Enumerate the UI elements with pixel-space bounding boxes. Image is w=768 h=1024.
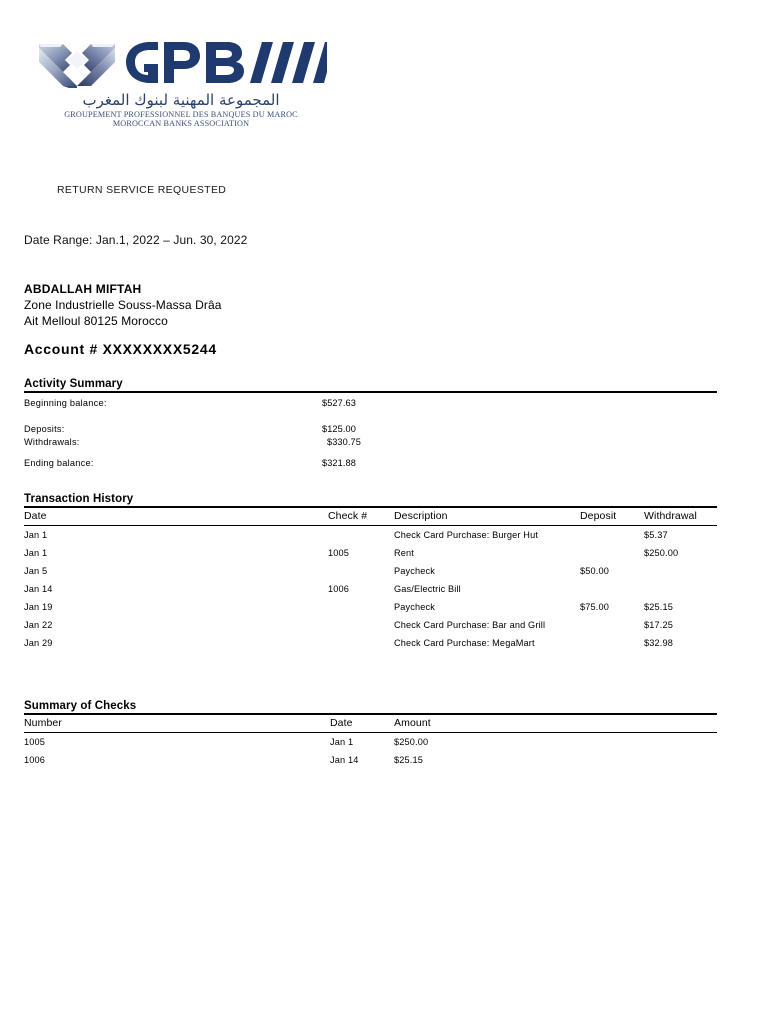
cell-date: Jan 1 <box>24 530 48 540</box>
bank-logo <box>38 38 338 128</box>
cell-withdrawal: $17.25 <box>644 620 674 630</box>
summary-of-checks-table <box>24 715 717 769</box>
cell-check-number: 1006 <box>24 755 46 765</box>
table-row <box>24 562 717 580</box>
column-header-date: Date <box>24 508 328 526</box>
cell-withdrawal: $5.37 <box>644 530 668 540</box>
transaction-table-header-row <box>24 508 717 526</box>
cell-withdrawal: $250.00 <box>644 548 679 558</box>
table-row <box>24 616 717 634</box>
summary-label: Deposits: <box>24 424 65 434</box>
table-row <box>24 526 717 545</box>
table-row <box>24 751 717 769</box>
cell-deposit <box>580 580 644 598</box>
cell-deposit <box>580 544 644 562</box>
column-header-check: Check # <box>328 508 394 526</box>
cell-deposit <box>580 526 644 545</box>
return-service-notice: RETURN SERVICE REQUESTED <box>57 184 227 196</box>
cell-deposit: $75.00 <box>580 602 610 612</box>
table-row <box>24 634 717 652</box>
activity-summary-title: Activity Summary <box>24 378 123 390</box>
logo-french-text: GROUPEMENT PROFESSIONNEL DES BANQUES DU MAROC <box>64 110 298 120</box>
logo-arabic-text: المجموعة المهنية لبنوك المغرب <box>82 91 280 109</box>
cell-check-amount: $25.15 <box>394 755 424 765</box>
cell-check-date: Jan 14 <box>330 755 359 765</box>
cell-check-amount: $250.00 <box>394 737 429 747</box>
column-header-date: Date <box>330 715 394 733</box>
summary-label: Beginning balance: <box>24 398 107 408</box>
date-range-label: Date Range: Jan.1, 2022 – Jun. 30, 2022 <box>24 233 248 247</box>
cell-check: 1006 <box>328 584 350 594</box>
table-row <box>24 733 717 752</box>
cell-date: Jan 1 <box>24 548 48 558</box>
cell-deposit <box>580 634 644 652</box>
gpbm-diamond-icon <box>38 38 116 88</box>
summary-value: $330.75 <box>327 437 361 447</box>
cell-description: Check Card Purchase: MegaMart <box>394 638 535 648</box>
cell-withdrawal <box>644 562 717 580</box>
cell-check-date: Jan 1 <box>330 737 354 747</box>
checks-table-header-row <box>24 715 717 733</box>
table-row <box>24 580 717 598</box>
customer-name: ABDALLAH MIFTAH <box>24 282 142 296</box>
cell-check <box>328 634 394 652</box>
customer-address-line-2: Ait Melloul 80125 Morocco <box>24 314 168 328</box>
column-header-deposit: Deposit <box>580 508 644 526</box>
cell-description: Gas/Electric Bill <box>394 584 461 594</box>
cell-date: Jan 22 <box>24 620 53 630</box>
logo-english-text: MOROCCAN BANKS ASSOCIATION <box>112 119 250 129</box>
cell-description: Rent <box>394 548 415 558</box>
summary-of-checks-section <box>24 700 717 769</box>
column-header-withdrawal: Withdrawal <box>644 508 717 526</box>
customer-address-line-1: Zone Industrielle Souss-Massa Drâa <box>24 298 222 312</box>
column-header-number: Number <box>24 715 330 733</box>
table-row <box>24 598 717 616</box>
activity-summary-section <box>24 378 717 471</box>
cell-date: Jan 19 <box>24 602 53 612</box>
summary-value: $321.88 <box>322 458 356 468</box>
gpbm-wordmark <box>124 38 329 88</box>
cell-check <box>328 598 394 616</box>
cell-withdrawal: $25.15 <box>644 602 674 612</box>
summary-row-beginning-balance <box>24 398 717 415</box>
summary-value: $527.63 <box>322 398 356 408</box>
cell-check <box>328 526 394 545</box>
cell-date: Jan 5 <box>24 566 48 576</box>
cell-description: Paycheck <box>394 566 436 576</box>
cell-check <box>328 616 394 634</box>
column-header-amount: Amount <box>394 715 717 733</box>
cell-check-number: 1005 <box>24 737 46 747</box>
table-row <box>24 544 717 562</box>
account-number: Account # XXXXXXXX5244 <box>24 341 217 357</box>
activity-summary-rule <box>24 391 717 393</box>
cell-check <box>328 562 394 580</box>
summary-row-ending-balance <box>24 458 717 471</box>
transaction-history-table <box>24 508 717 652</box>
cell-deposit: $50.00 <box>580 566 610 576</box>
summary-row-deposits <box>24 424 717 437</box>
cell-withdrawal: $32.98 <box>644 638 674 648</box>
cell-description: Check Card Purchase: Burger Hut <box>394 530 539 540</box>
cell-description: Paycheck <box>394 602 436 612</box>
summary-of-checks-title: Summary of Checks <box>24 700 137 712</box>
activity-summary-rows <box>24 398 717 471</box>
customer-address-block <box>24 281 222 329</box>
cell-date: Jan 14 <box>24 584 53 594</box>
column-header-description: Description <box>394 508 580 526</box>
summary-label: Ending balance: <box>24 458 94 468</box>
transaction-history-title: Transaction History <box>24 493 134 505</box>
cell-description: Check Card Purchase: Bar and Grill <box>394 620 546 630</box>
cell-deposit <box>580 616 644 634</box>
summary-label: Withdrawals: <box>24 437 80 447</box>
logo-top-row <box>38 38 338 90</box>
summary-value: $125.00 <box>322 424 356 434</box>
cell-withdrawal <box>644 580 717 598</box>
cell-date: Jan 29 <box>24 638 53 648</box>
cell-check: 1005 <box>328 548 350 558</box>
transaction-history-section <box>24 493 717 652</box>
summary-row-withdrawals <box>24 437 717 450</box>
